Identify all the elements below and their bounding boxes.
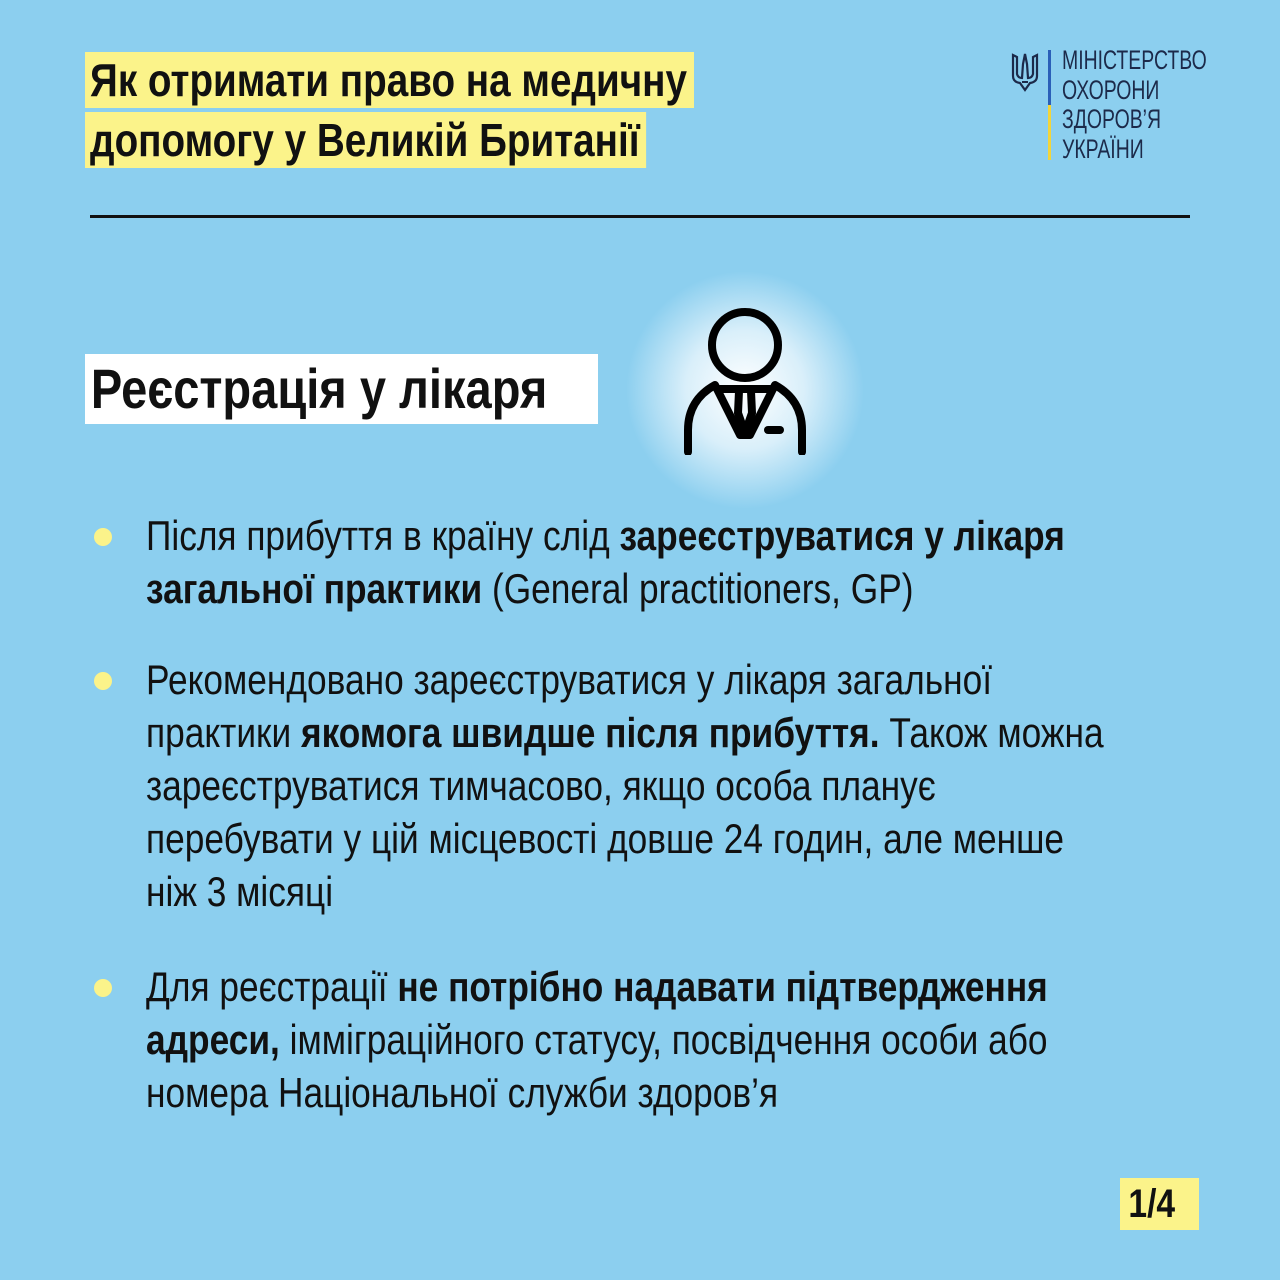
trident-icon — [1010, 52, 1040, 92]
logo-text: УКРАЇНИ — [1062, 133, 1144, 164]
bullet-dot-icon — [94, 672, 112, 690]
logo-text: ОХОРОНИ — [1062, 74, 1160, 105]
section-heading-text: Реєстрація у лікаря — [90, 357, 548, 420]
text: Після прибуття в країну слід — [146, 512, 620, 559]
text: (General practitioners, GP) — [482, 565, 914, 612]
bold-text: адреси, — [146, 1016, 280, 1063]
text: Рекомендовано зареєструватися у лікаря загальної — [146, 656, 993, 703]
bold-text: не потрібно надавати підтвердження — [397, 963, 1048, 1010]
bullet-dot-icon — [94, 528, 112, 546]
bullet-item — [146, 960, 1220, 1119]
page-title — [85, 52, 810, 172]
bullet-item — [146, 509, 1240, 615]
section-heading — [85, 354, 598, 424]
doctor-icon — [670, 305, 820, 455]
text: номера Національної служби здоров’я — [146, 1069, 779, 1116]
title-line: Як отримати право на медичну — [85, 52, 694, 108]
text: ніж 3 місяці — [146, 868, 334, 915]
text: практики — [146, 709, 301, 756]
divider — [90, 215, 1190, 218]
text: імміграційного статусу, посвідчення особи або — [279, 1016, 1048, 1063]
logo-text: ЗДОРОВ’Я — [1062, 104, 1162, 134]
text: зареєструватися тимчасово, якщо особа планує — [146, 762, 936, 809]
text: Для реєстрації — [146, 963, 398, 1010]
text: Також можна — [879, 709, 1104, 756]
bullet-dot-icon — [94, 979, 112, 997]
text: перебувати у цій місцевості довше 24 годин, але менше — [146, 815, 1065, 862]
page-indicator — [1120, 1178, 1199, 1230]
title-line: допомогу у Великій Британії — [85, 112, 646, 168]
logo-text: МІНІСТЕРСТВО — [1062, 45, 1207, 75]
bullet-item — [146, 653, 1280, 918]
logo-divider — [1048, 50, 1051, 160]
bold-text: зареєструватися у лікаря — [619, 512, 1065, 559]
page-number: 1/4 — [1128, 1182, 1176, 1226]
bold-text: якомога швидше після прибуття. — [300, 709, 880, 756]
bold-text: загальної практики — [146, 565, 483, 612]
